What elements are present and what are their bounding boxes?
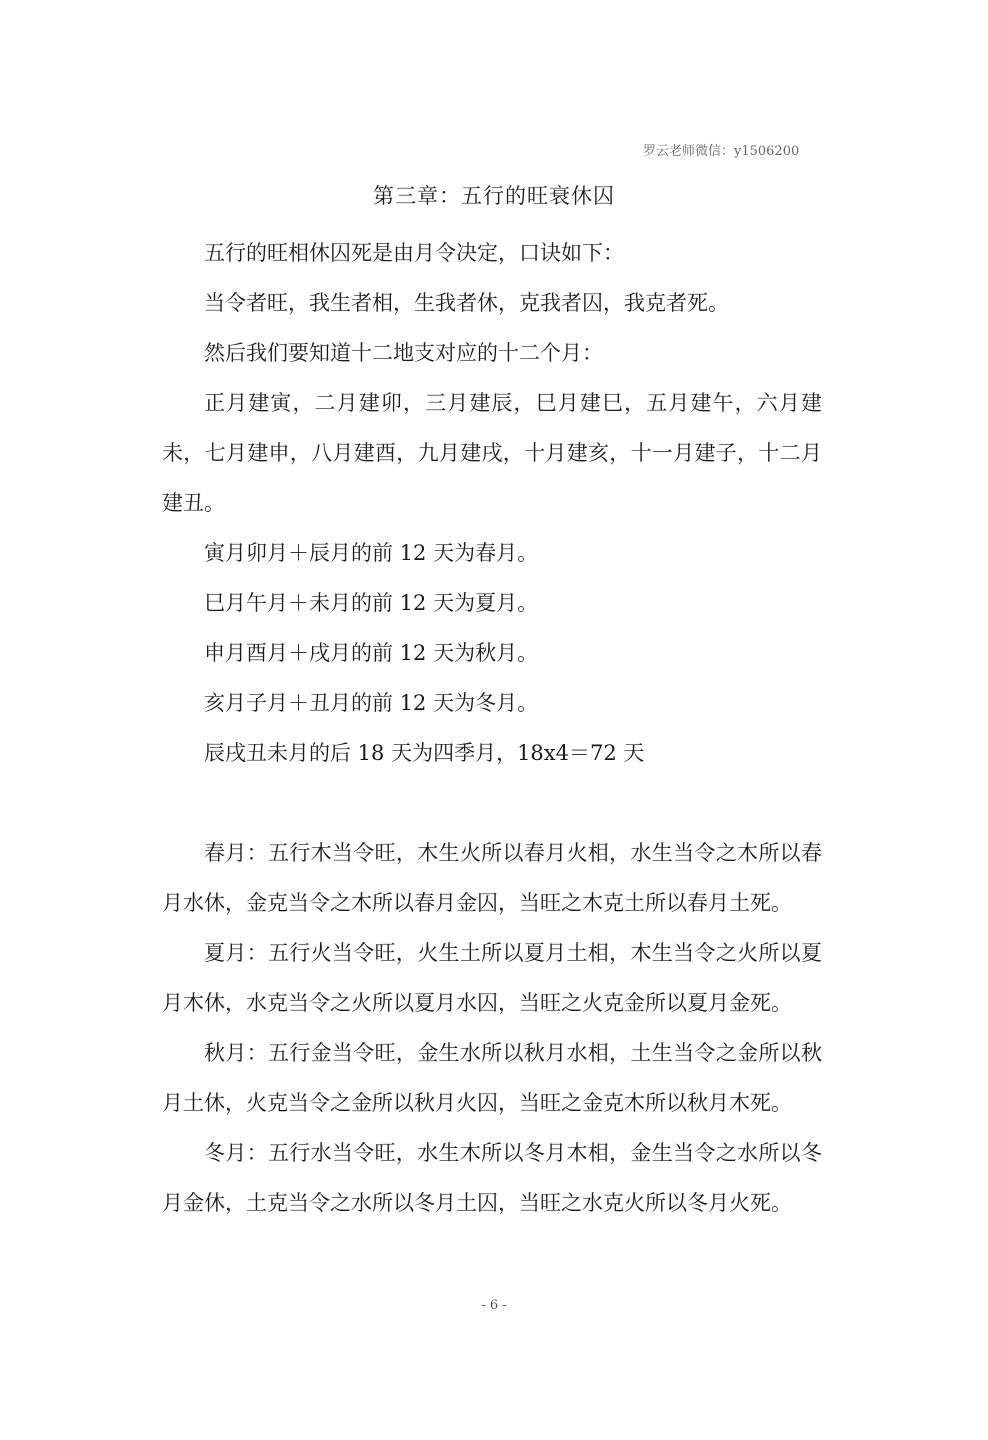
season-line-summer: 巳月午月＋未月的前 12 天为夏月。 bbox=[204, 591, 539, 615]
main-content bbox=[162, 228, 822, 1228]
spring-detail-paragraph: 春月：五行木当令旺，木生火所以春月火相，水生当令之木所以春月水休，金克当令之木所以春月金囚，当旺之木克土所以春月土死。 bbox=[162, 841, 822, 915]
summer-detail-paragraph: 夏月：五行火当令旺，火生土所以夏月土相，木生当令之火所以夏月木休，水克当令之火所以夏月水囚，当旺之火克金所以夏月金死。 bbox=[162, 941, 822, 1015]
autumn-detail-paragraph: 秋月：五行金当令旺，金生水所以秋月水相，土生当令之金所以秋月土休，火克当令之金所以秋月火囚，当旺之金克木所以秋月木死。 bbox=[162, 1041, 822, 1115]
header-contact-note: 罗云老师微信：y1506200 bbox=[643, 144, 800, 159]
season-line-autumn: 申月酉月＋戌月的前 12 天为秋月。 bbox=[204, 641, 539, 665]
intro-line-3: 然后我们要知道十二地支对应的十二个月： bbox=[204, 341, 603, 365]
page-number: - 6 - bbox=[481, 1298, 507, 1313]
intro-line-2: 当令者旺，我生者相，生我者休，克我者囚，我克者死。 bbox=[204, 291, 729, 315]
season-line-winter: 亥月子月＋丑月的前 12 天为冬月。 bbox=[204, 691, 539, 715]
season-line-spring: 寅月卯月＋辰月的前 12 天为春月。 bbox=[204, 541, 539, 565]
chapter-title: 第三章：五行的旺衰休囚 bbox=[373, 184, 615, 208]
paragraph-spacer bbox=[162, 778, 822, 828]
winter-detail-paragraph: 冬月：五行水当令旺，水生木所以冬月木相，金生当令之水所以冬月金休，土克当令之水所以冬月土囚，当旺之水克火所以冬月火死。 bbox=[162, 1141, 822, 1215]
intro-line-1: 五行的旺相休囚死是由月令决定，口诀如下： bbox=[204, 241, 624, 265]
season-line-four-seasons: 辰戌丑未月的后 18 天为四季月，18x4＝72 天 bbox=[204, 741, 645, 765]
months-paragraph: 正月建寅，二月建卯，三月建辰，巳月建巳，五月建午，六月建未，七月建申，八月建酉，九月建戌，十月建亥，十一月建子，十二月建丑。 bbox=[162, 391, 822, 515]
